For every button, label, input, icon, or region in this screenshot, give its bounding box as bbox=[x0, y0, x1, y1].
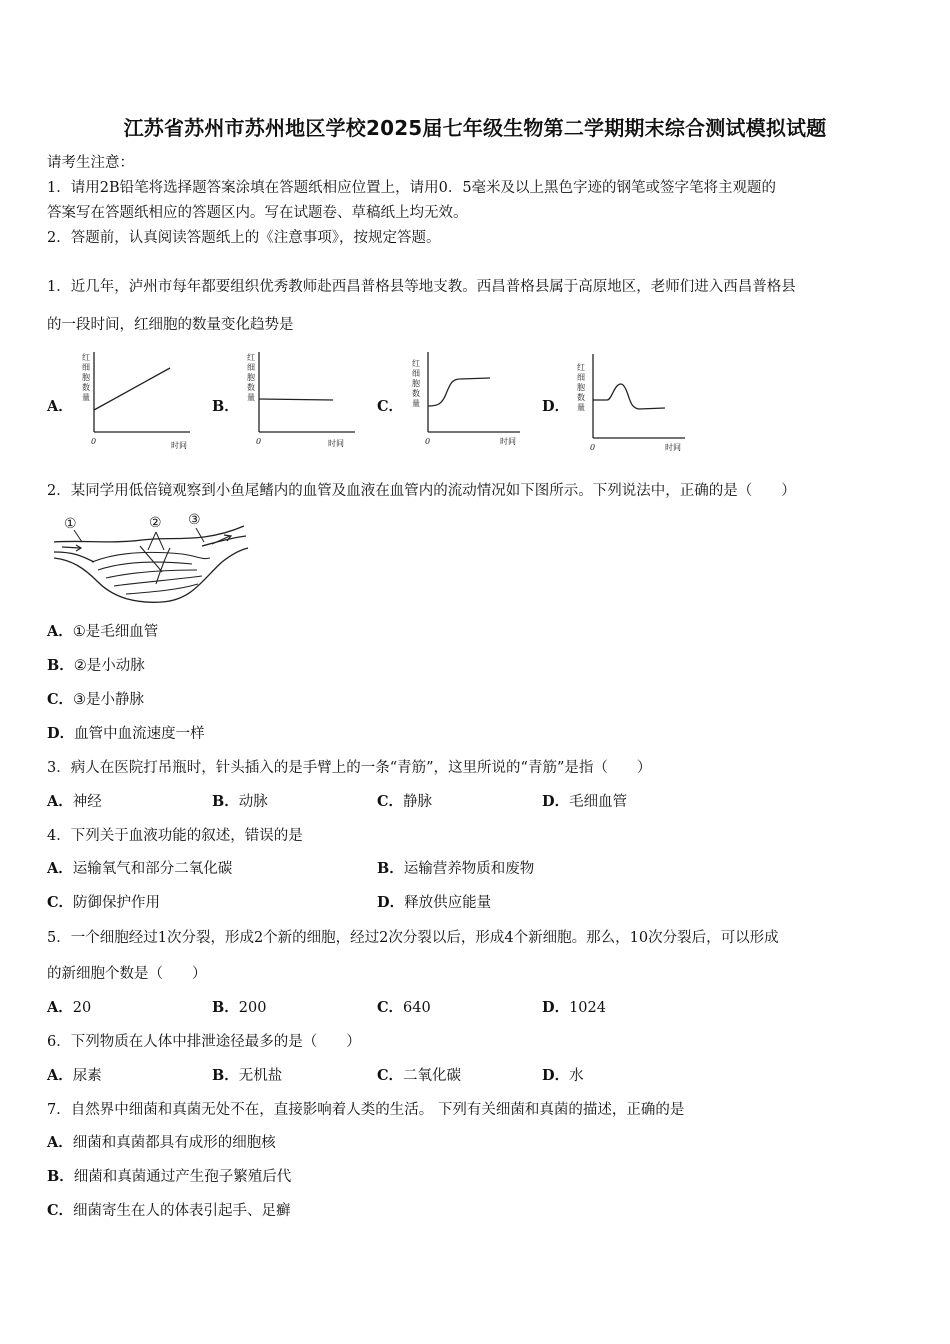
graph-ylabel-char: 红 bbox=[82, 353, 90, 362]
q2-option-d: D．血管中血流速度一样 bbox=[47, 725, 205, 742]
graph-ylabel-char: 红 bbox=[412, 359, 420, 368]
q2-stem: 2．某同学用低倍镜观察到小鱼尾鳍内的血管及血液在血管内的流动情况如下图所示。下列说法中，正确的是（ ） bbox=[47, 483, 796, 499]
q1-stem-line-2: 的一段时间，红细胞的数量变化趋势是 bbox=[47, 317, 294, 333]
notice-line-1a: 1．请用2B铅笔将选择题答案涂填在答题纸相应位置上，请用0．5毫米及以上黑色字迹的钢笔或签字笔将主观题的 bbox=[47, 180, 777, 196]
q2-option-c: C．③是小静脉 bbox=[47, 691, 145, 708]
q6-option-b: B．无机盐 bbox=[212, 1067, 283, 1084]
notice-heading: 请考生注意： bbox=[47, 155, 134, 171]
q1-graph-a bbox=[78, 348, 198, 454]
q6-option-c: C．二氧化碳 bbox=[377, 1067, 462, 1084]
q2-option-b: B．②是小动脉 bbox=[47, 657, 145, 674]
q3-option-a: A．神经 bbox=[47, 793, 102, 810]
graph-ylabel-char: 量 bbox=[82, 393, 90, 402]
q3-option-b: B．动脉 bbox=[212, 793, 268, 810]
graph-ylabel-char: 胞 bbox=[82, 373, 90, 382]
q7-stem: 7．自然界中细菌和真菌无处不在，直接影响着人类的生活。 下列有关细菌和真菌的描述，正确的是 bbox=[47, 1102, 685, 1118]
q1-option-c-label: C． bbox=[377, 398, 404, 415]
q2-blood-vessel-figure bbox=[52, 510, 252, 610]
q4-option-b: B．运输营养物质和废物 bbox=[377, 860, 535, 877]
q3-stem: 3．病人在医院打吊瓶时，针头插入的是手臂上的一条“青筋”，这里所说的“青筋”是指（ ） bbox=[47, 760, 652, 776]
graph-ylabel-char: 胞 bbox=[577, 383, 585, 392]
q7-option-c: C．细菌寄生在人的体表引起手、足癣 bbox=[47, 1202, 291, 1219]
notice-line-1b: 答案写在答题纸相应的答题区内。写在试题卷、草稿纸上均无效。 bbox=[47, 205, 468, 221]
figure-label-2: ② bbox=[149, 515, 162, 531]
q1-graph-b bbox=[243, 348, 363, 454]
page-title: 江苏省苏州市苏州地区学校2025届七年级生物第二学期期末综合测试模拟试题 bbox=[123, 116, 827, 140]
q7-option-b: B．细菌和真菌通过产生孢子繁殖后代 bbox=[47, 1168, 292, 1185]
q4-option-a: A．运输氧气和部分二氧化碳 bbox=[47, 860, 233, 877]
graph-ylabel-char: 量 bbox=[247, 393, 255, 402]
q1-option-a-label: A． bbox=[47, 398, 73, 415]
graph-ylabel-char: 数 bbox=[82, 383, 90, 392]
q5-option-d: D．1024 bbox=[542, 999, 606, 1016]
q6-option-d: D．水 bbox=[542, 1067, 584, 1084]
graph-ylabel-char: 细 bbox=[412, 369, 420, 378]
graph-origin: 0 bbox=[590, 443, 596, 452]
graph-ylabel-char: 细 bbox=[82, 363, 90, 372]
graph-ylabel-char: 红 bbox=[247, 353, 255, 362]
graph-ylabel-char: 量 bbox=[577, 403, 585, 412]
q3-option-d: D．毛细血管 bbox=[542, 793, 628, 810]
graph-xlabel: 时间 bbox=[665, 443, 681, 452]
graph-origin: 0 bbox=[256, 437, 262, 446]
q1-option-b-label: B． bbox=[212, 398, 239, 415]
q1-graph-d bbox=[573, 350, 693, 456]
q5-option-a: A．20 bbox=[47, 999, 92, 1016]
q7-option-a: A．细菌和真菌都具有成形的细胞核 bbox=[47, 1134, 276, 1151]
graph-ylabel-char: 数 bbox=[412, 389, 420, 398]
figure-label-1: ① bbox=[64, 516, 77, 532]
graph-ylabel-char: 细 bbox=[577, 373, 585, 382]
q6-stem: 6．下列物质在人体中排泄途径最多的是（ ） bbox=[47, 1034, 361, 1050]
q1-stem-line-1: 1．近几年，泸州市每年都要组织优秀教师赴西昌普格县等地支教。西昌普格县属于高原地区，老师们进入西昌普格县 bbox=[47, 279, 796, 295]
q1-graph-d-curve bbox=[593, 384, 665, 409]
notice-line-2: 2．答题前，认真阅读答题纸上的《注意事项》，按规定答题。 bbox=[47, 230, 441, 246]
graph-xlabel: 时间 bbox=[500, 437, 516, 446]
q5-option-c: C．640 bbox=[377, 999, 431, 1016]
q5-stem-line-1: 5．一个细胞经过1次分裂，形成2个新的细胞，经过2次分裂以后，形成4个新细胞。那么，10次分裂后，可以形成 bbox=[47, 930, 779, 946]
q2-option-a: A．①是毛细血管 bbox=[47, 623, 159, 640]
graph-ylabel-char: 胞 bbox=[247, 373, 255, 382]
graph-xlabel: 时间 bbox=[328, 439, 344, 448]
q4-option-d: D．释放供应能量 bbox=[377, 894, 492, 911]
graph-xlabel: 时间 bbox=[171, 441, 187, 450]
q4-option-c: C．防御保护作用 bbox=[47, 894, 161, 911]
graph-ylabel-char: 数 bbox=[247, 383, 255, 392]
q5-stem-line-2: 的新细胞个数是（ ） bbox=[47, 966, 207, 982]
q6-option-a: A．尿素 bbox=[47, 1067, 102, 1084]
q1-graph-a-curve bbox=[94, 368, 170, 410]
q1-graph-b-curve bbox=[259, 399, 333, 400]
graph-ylabel-char: 细 bbox=[247, 363, 255, 372]
graph-ylabel-char: 数 bbox=[577, 393, 585, 402]
q1-graph-c bbox=[408, 348, 528, 454]
graph-ylabel-char: 胞 bbox=[412, 379, 420, 388]
graph-origin: 0 bbox=[91, 437, 97, 446]
q1-option-d-label: D． bbox=[542, 398, 570, 415]
graph-ylabel-char: 量 bbox=[412, 399, 420, 408]
figure-label-3: ③ bbox=[188, 512, 201, 528]
graph-origin: 0 bbox=[425, 437, 431, 446]
q5-option-b: B．200 bbox=[212, 999, 267, 1016]
q4-stem: 4．下列关于血液功能的叙述，错误的是 bbox=[47, 828, 303, 844]
graph-ylabel-char: 红 bbox=[577, 363, 585, 372]
q3-option-c: C．静脉 bbox=[377, 793, 433, 810]
q1-graph-c-curve bbox=[428, 378, 490, 406]
